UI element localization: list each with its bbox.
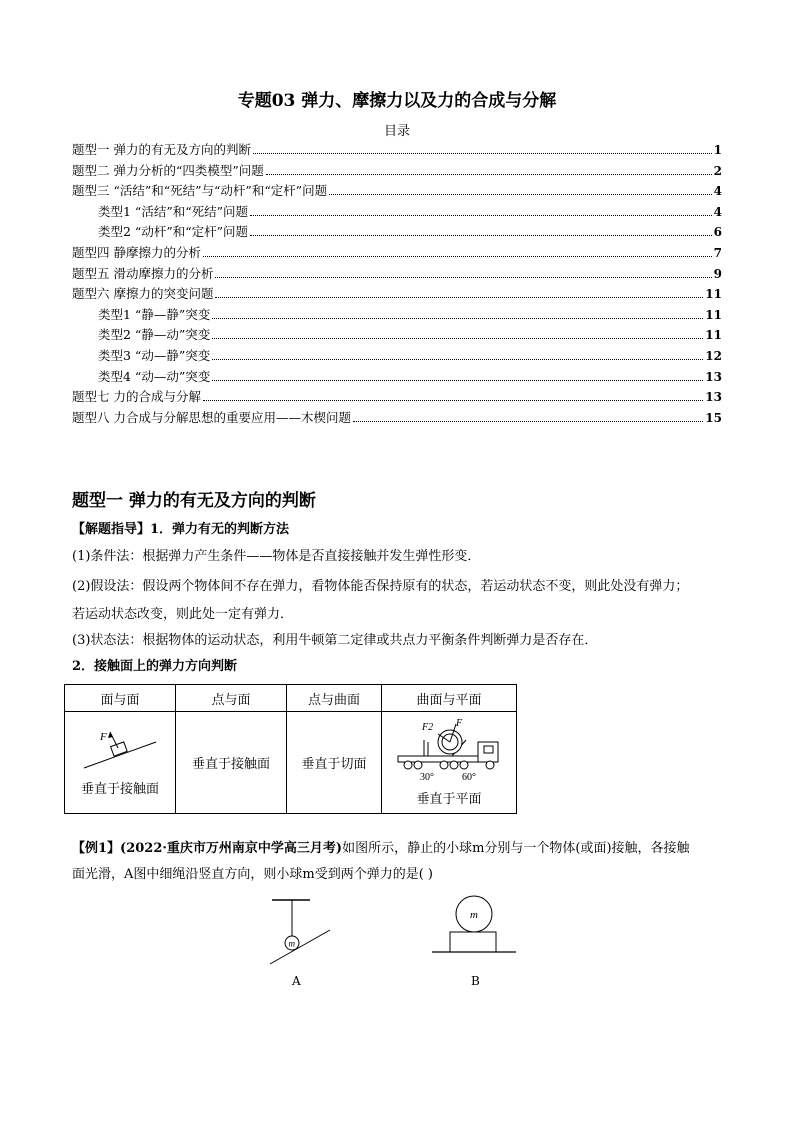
guide-label: 【解题指导】	[72, 522, 151, 537]
toc-leader-dots	[212, 317, 703, 319]
table-cell: 垂直于接触面	[176, 712, 287, 814]
toc-entry-label: 题型三 “活结”和“死结”与“动杆”和“定杆”问题	[72, 183, 328, 199]
figure-a-label: A	[292, 974, 301, 988]
angle-label-60: 60°	[462, 772, 476, 783]
toc-leader-dots	[250, 214, 712, 216]
toc-leader-dots	[353, 420, 703, 422]
toc-entry-label: 题型一 弹力的有无及方向的判断	[72, 142, 251, 157]
toc-leader-dots	[215, 276, 711, 278]
toc-entry-label: 题型二 弹力分析的“四类模型”问题	[72, 162, 264, 178]
toc-entry-label: 类型1 “活结”和“死结”问题	[98, 203, 248, 219]
paragraph-state: (3)状态法：根据物体的运动状态，利用牛顿第二定律或共点力平衡条件判断弹力是否存在．	[72, 633, 598, 648]
table-cell	[65, 712, 176, 814]
paragraph-condition: (1)条件法：根据弹力产生条件——物体是否直接接触并发生弹性形变．	[72, 549, 481, 564]
toc-entry[interactable]	[72, 264, 722, 285]
table-of-contents	[72, 140, 722, 428]
toc-entry[interactable]	[72, 367, 722, 388]
section-heading: 题型一 弹力的有无及方向的判断	[72, 491, 316, 511]
example-source: (2022·重庆市万州南京中学高三月考)	[120, 841, 343, 856]
toc-entry-page: 4	[713, 184, 722, 199]
guide-line	[72, 519, 732, 541]
toc-heading: 目录	[383, 124, 410, 139]
toc-entry-page: 11	[705, 328, 722, 343]
toc-entry-label: 类型4 “动—动”突变	[98, 368, 211, 384]
toc-entry-page: 11	[705, 287, 722, 302]
toc-entry-label: 类型2 “动杆”和“定杆”问题	[98, 224, 248, 240]
toc-entry[interactable]	[72, 346, 722, 367]
figure-b-diagram	[428, 894, 520, 960]
table-header: 曲面与平面	[382, 685, 517, 712]
toc-leader-dots	[212, 337, 703, 339]
toc-entry-page: 12	[705, 348, 722, 363]
toc-entry-label: 题型四 静摩擦力的分析	[72, 244, 201, 260]
toc-entry-label: 题型七 力的合成与分解	[72, 389, 201, 405]
toc-leader-dots	[203, 255, 712, 257]
cell-text: 垂直于平面	[416, 792, 482, 807]
toc-entry-label: 题型六 摩擦力的突变问题	[72, 286, 214, 302]
paragraph-assumption-cont: 若运动状态改变，则此处一定有弹力．	[72, 607, 294, 622]
toc-entry-page: 2	[713, 163, 722, 178]
example-text: 如图所示，静止的小球m分别与一个物体(或面)接触，各接触	[342, 841, 690, 856]
toc-entry-page: 13	[705, 369, 722, 384]
toc-entry-page: 15	[705, 410, 722, 425]
angle-label-30: 30°	[420, 772, 434, 783]
force-label-f1: F	[456, 718, 463, 729]
incline-block-diagram	[80, 728, 160, 774]
toc-entry-label: 类型2 “静—动”突变	[98, 327, 211, 343]
toc-entry-page: 1	[713, 143, 722, 157]
toc-entry-label: 类型1 “静—静”突变	[98, 306, 211, 322]
example-line-1	[72, 838, 732, 860]
cell-text: 垂直于接触面	[80, 782, 159, 797]
example-line-2: 面光滑，A图中细绳沿竖直方向，则小球m受到两个弹力的是( )	[72, 867, 433, 882]
toc-entry-label: 题型八 力合成与分解思想的重要应用——木楔问题	[72, 409, 351, 425]
toc-leader-dots	[203, 399, 703, 401]
toc-leader-dots	[212, 358, 703, 360]
toc-entry-page: 9	[713, 266, 722, 281]
force-direction-table	[64, 684, 517, 814]
toc-entry[interactable]	[72, 161, 722, 182]
figure-b-label: B	[471, 974, 480, 988]
table-header: 点与面	[176, 685, 287, 712]
subheading-direction: 2．接触面上的弹力方向判断	[72, 659, 238, 674]
paragraph-assumption: (2)假设法：假设两个物体间不存在弹力，看物体能否保持原有的状态，若运动状态不变，则此处没有弹力；	[72, 579, 689, 594]
guide-title: 1．弹力有无的判断方法	[150, 522, 290, 537]
table-cell: 垂直于切面	[287, 712, 382, 814]
table-cell	[382, 712, 517, 814]
truck-pipe-diagram	[394, 718, 504, 784]
table-header: 点与曲面	[287, 685, 382, 712]
toc-leader-dots	[253, 152, 712, 154]
toc-entry[interactable]	[72, 140, 722, 161]
toc-entry[interactable]	[72, 181, 722, 202]
example-tag: 【例1】	[72, 841, 121, 856]
toc-leader-dots	[215, 296, 703, 298]
ball-label: m	[288, 938, 295, 949]
toc-entry[interactable]	[72, 325, 722, 346]
toc-entry-label: 类型3 “动—静”突变	[98, 347, 211, 363]
ball-label: m	[470, 909, 478, 921]
toc-leader-dots	[212, 379, 703, 381]
page-title: 专题03 弹力、摩擦力以及力的合成与分解	[237, 91, 557, 111]
toc-entry[interactable]	[72, 305, 722, 326]
toc-entry[interactable]	[72, 284, 722, 305]
force-label: F	[100, 731, 107, 743]
toc-entry-label: 题型五 滑动摩擦力的分析	[72, 265, 214, 281]
force-label-f2: F2	[422, 722, 434, 733]
toc-entry-page: 6	[713, 225, 722, 240]
figure-a-diagram	[262, 894, 338, 974]
toc-entry-page: 7	[713, 245, 722, 260]
toc-entry[interactable]	[72, 202, 722, 223]
toc-leader-dots	[266, 173, 712, 175]
toc-entry[interactable]	[72, 243, 722, 264]
toc-entry[interactable]	[72, 222, 722, 243]
toc-entry-page: 4	[713, 204, 722, 219]
toc-leader-dots	[329, 193, 712, 195]
toc-entry[interactable]	[72, 387, 722, 408]
table-header: 面与面	[65, 685, 176, 712]
toc-leader-dots	[250, 234, 712, 236]
toc-entry-page: 13	[705, 390, 722, 405]
toc-entry-page: 11	[705, 307, 722, 322]
toc-entry[interactable]	[72, 408, 722, 429]
